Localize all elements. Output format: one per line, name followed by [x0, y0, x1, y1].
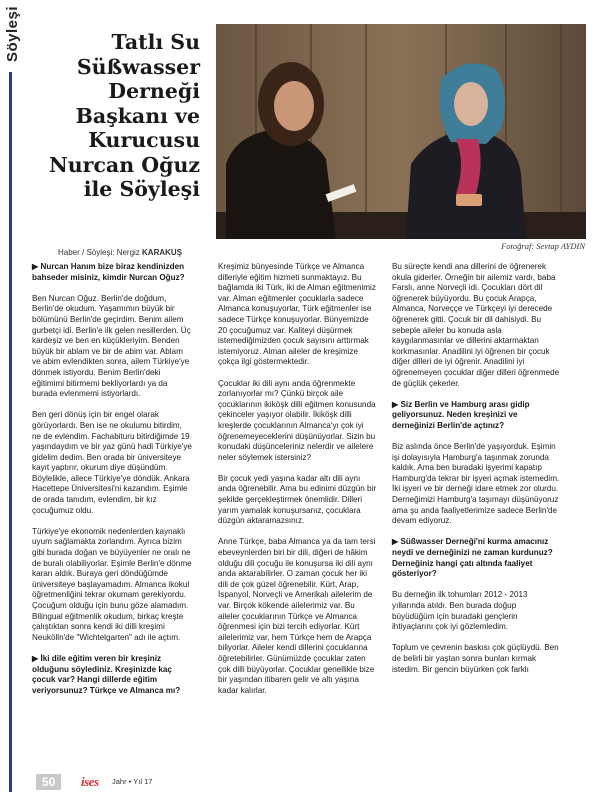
- interview-answer: Bir çocuk yedi yaşına kadar altı dili aynı anda öğrenebilir. Ama bu edinimi düzgün bir şekilde gerçekleştirmek önemlidir. Dilleri yarım yamalak konuşursanız, çocuklara düzgün aktaramazsınız.: [218, 473, 377, 526]
- title-line: Kurucusu: [88, 128, 200, 152]
- title-line: ile Söyleşi: [83, 177, 200, 201]
- issue-info: Jahr • Yıl 17: [112, 777, 153, 786]
- interview-question: ▶ Siz Berlin ve Hamburg arası gidip geliyorsunuz. Neden kreşinizi ve derneğinizi Berlin'de açtınız?: [392, 399, 530, 430]
- page-number: 50: [36, 774, 61, 790]
- interview-question: ▶ İki dile eğitim veren bir kreşiniz olduğunu söylediniz. Kreşinizde kaç çocuk var? Hangi dillerde eğitim veriyorsunuz? Türkçe ve Almanca mı?: [32, 653, 181, 695]
- interview-answer: Kreşimiz bünyesinde Türkçe ve Almanca dilleriyle eğitim hizmeti sunmaktayız. Bu bağlamda iki Türk, iki de Alman eğitmenimiz var. Alman eğitmenler çocuklarla sadece Almanca konuşuyorlar, Türk eğitmenler ise sadece Türkçe konuşuyorlar. Bünyemizde 20 çocuğumuz var. Kaliteyi düşürmek istemediğimizden çocuk sayısını arttırmak istemiyoruz. Alman aileler de kreşimize çokça ilgi göstermektedir.: [218, 262, 376, 367]
- section-label: Söyleşi: [4, 6, 21, 63]
- interview-question: ▶ Nurcan Hanım bize biraz kendinizden bahseder misiniz, kimdir Nurcan Oğuz?: [32, 262, 185, 282]
- interview-answer: Türkiye'ye ekonomik nedenlerden kaynaklı uyum sağlamakta zorlandım. Ayrıca bizim gibi burada doğan ve büyüyenler ne oralı ne de buralı olabiliyorlar. Eşimle Berlin'e dönme kararı aldık. Buraya geri döndüğümde üniversiteye başlayamadım. Almanca ikokul öğretmenliğini tekrar okumam gerekiyordu. Çocuğum olduğu için bunu göze alamadım. Bilingual eğitmenlik okudum, birkaç kreşte çalıştıktan sonra kendi iki dilli kreşimi Neukölln'de "Wichtelgarten" adı ile açtım.: [32, 526, 192, 642]
- interview-answer: Anne Türkçe, baba Almanca ya da tam tersi ebeveynlerden biri bir dili, diğeri de hâkim olduğu dili çocuğu ile konuşursa iki dili aynı anda aktarabilirler. O zaman çocuk her iki dili de çok güzel öğrenebilir. Kürt, Arap, İspanyol, Norveçli ve Amerikalı ailelerim de var. Birçok kökende ailelerimiz var. Bu aileler çocuklarının Türkçe ve Almanca öğrenmesi için bizi tercih ediyorlar. Kürt ailelerimiz var, hem Türkçe hem de Arapça biliyorlar. Aileler kendi dillerini çocuklarına öğretebilirler. Günümüzde çocuklar zaten çok dilli büyüyorlar. Çocuklar genellikle bize bir yaşından itibaren gelir ve altı yaşına kadar kalırlar.: [218, 537, 376, 695]
- interview-answer: Biz aslında önce Berlin'de yaşıyorduk. Eşimin işi dolayısıyla Hamburg'a taşınmak zorunda kaldık. Ama ben buradaki işyerimi kapatıp Hamburg'da tekrar bir işyeri açmak istemedim. İki işyeri ve bir derneği idare etmek zor olurdu. Derneğimizi Hamburg'a taşımayı düşünüyoruz ama şu anda faaliyetlerimize sadece Berlin'de devam ediyoruz.: [392, 442, 560, 526]
- photo-credit: Fotoğraf: Sevtap AYDIN: [501, 241, 585, 251]
- title-line: Başkanı ve: [75, 103, 200, 128]
- article-column-3: [392, 262, 560, 686]
- interview-photo: [216, 24, 586, 239]
- title-line: Süßwasser: [76, 54, 200, 79]
- byline: [58, 248, 182, 257]
- interview-question: ▶ Süßwasser Derneği'ni kurma amacınız neydi ve derneğinizi ne zaman kurdunuz? Derneğiniz hangi çatı altında faaliyet gösteriyor?: [392, 537, 553, 579]
- page-footer: [26, 771, 586, 793]
- magazine-logo: ises: [81, 774, 99, 789]
- interview-answer: Bu süreçte kendi ana dillerini de öğrenerek okula giderler. Örneğin bir ailemiz vardı, baba Farslı, anne Norveçli idi. Çocukları dört dil öğrenerek büyüyordu. Bu çocuk Arapça, Almanca, Norveççe ve Türkçeyi iyi derecede öğrenerek gitti. Çocuk bir dil dahisiydi. Bu sebeple aileler bu konuda asla kaygılanmasınlar ve dillerini aktarmaktan korkmasınlar. Anadilini iyi öğrenen bir çocuk diğer dilleri de iyi öğrenir. Anadilini iyi öğrenemeyen çocuklar diğer dilleri öğrenmede de güçlük çekerler.: [392, 262, 560, 388]
- article-title: [10, 30, 200, 202]
- interview-answer: Toplum ve çevrenin baskısı çok güçlüydü. Ben de belirli bir yaştan sonra bunları kırmak istedim. Bir gencin büyürken çok farklı: [392, 643, 559, 674]
- article-column-2: [218, 262, 378, 707]
- byline-prefix: Haber / Söyleşi: Nergiz: [58, 248, 143, 257]
- title-line: Tatlı Su: [111, 30, 200, 54]
- interview-answer: Ben Nurcan Oğuz. Berlin'de doğdum, Berlin'de okudum. Yaşamımın büyük bir bölümünü Berlin'de geçirdim. Benim ailem gurbetçi idi. Berlin'e ilk gelen nesillerden. Üç kardeşiz ve ben en küçükleriyim. Benden büyük bir ablam ve bir de abim var. Ablam ve abim evlendikten sonra, ailem Türkiye'ye dönmek istiyordu. Benim Berlin'deki eğitimimi bitirmemi bekliyorlardı ya da burada evlenmemi istiyorlardı.: [32, 293, 191, 399]
- title-line: Nurcan Oğuz: [49, 152, 200, 177]
- article-column-1: [32, 262, 192, 707]
- title-line: Derneği: [108, 79, 200, 103]
- interview-answer: Çocuklar iki dili aynı anda öğrenmekte zorlanıyorlar mı? Çünkü birçok aile çocuklarının ikiköşk dilli eğitmen konusunda çekinceler yaşıyor olabilir. İkiköşk dilli kreşlerde çocuklarının Almanca'yı çok iyi öğrenemeyeceklerini düşünüyorlar. Sizin bu konudaki düşünceleriniz nelerdir ve ailelere neler söylemek istersiniz?: [218, 378, 376, 462]
- interview-answer: Bu derneğin ilk tohumları 2012 - 2013 yıllarında atıldı. Ben burada doğup büyüdüğüm için buradaki gençlerin ihtiyaçlarını çok iyi gözlemledim.: [392, 590, 528, 632]
- byline-author: KARAKUŞ: [142, 248, 183, 257]
- interview-answer: Ben geri dönüş için bir engel olarak görüyorlardı. Ben ise ne okulumu bitirdim, ne de evlendim. Fachabituru bitirdiğimde 19 yaşındaydım ve bir yaz günü hadi Türkiye'ye gidelim dedim. Ben orada bir üniversiteye kayıt yaptırır, okurum diye düşündüm. Böylelikle, ailece Türkiye'ye döndük. Ankara Hacettepe Üniversitesi'ni kazandım. Eşimle de orada tanıdım, evlendim, bir kız çocuğumuz oldu.: [32, 410, 192, 515]
